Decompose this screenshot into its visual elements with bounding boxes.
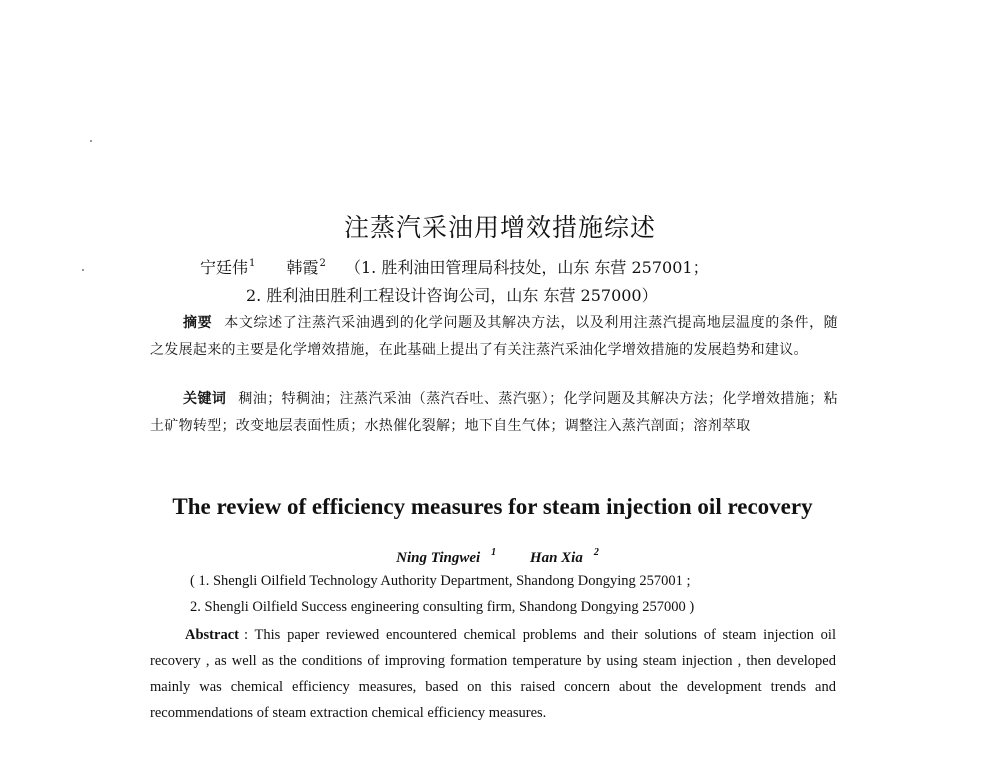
chinese-affiliation-1: （1. 胜利油田管理局科技处，山东 东营 257001；: [344, 258, 709, 277]
english-abstract-text: : This paper reviewed encountered chemical problems and their solutions of steam injection oil recovery , as well as the conditions of improving formation temperature by using steam injection , then developed mainly was chemical efficiency measures, based on this raised concern about the development trends and recommendations of steam extraction chemical efficiency measures.: [150, 627, 836, 721]
english-abstract-label: Abstract: [185, 627, 239, 643]
chinese-author-1: 宁廷伟$^1$: [200, 258, 256, 277]
chinese-author-2: 韩霞$^2$: [286, 258, 326, 277]
scan-speck: [90, 140, 92, 142]
english-title: The review of efficiency measures for steam injection oil recovery: [172, 494, 813, 519]
chinese-authors-line: [200, 255, 709, 278]
english-author-2: Han Xia $^2$: [529, 547, 599, 566]
english-author-1: Ning Tingwei $^1$: [396, 547, 497, 566]
english-affiliation-1: ( 1. Shengli Oilfield Technology Authority Department, Shandong Dongying 257001 ;: [190, 573, 691, 589]
scan-speck: [82, 269, 84, 271]
chinese-keywords: [150, 386, 838, 440]
chinese-abstract-label: 摘要: [183, 315, 213, 331]
chinese-abstract-text: 本文综述了注蒸汽采油遇到的化学问题及其解决方法，以及利用注蒸汽提高地层温度的条件，随之发展起来的主要是化学增效措施，在此基础上提出了有关注蒸汽采油化学增效措施的发展趋势和建议。: [150, 315, 838, 358]
chinese-title: 注蒸汽采油用增效措施综述: [343, 213, 656, 242]
english-abstract: [150, 622, 836, 726]
chinese-affiliation-2: 2. 胜利油田胜利工程设计咨询公司，山东 东营 257000）: [246, 286, 658, 305]
chinese-keywords-text: 稠油；特稠油；注蒸汽采油（蒸汽吞吐、蒸汽驱）；化学问题及其解决方法；化学增效措施；粘土矿物转型；改变地层表面性质；水热催化裂解；地下自生气体；调整注入蒸汽剖面；溶剂萃取: [150, 391, 838, 434]
chinese-abstract: [150, 310, 838, 364]
chinese-keywords-label: 关键词: [183, 391, 227, 407]
english-authors-line: [0, 547, 985, 567]
english-affiliation-2: 2. Shengli Oilfield Success engineering consulting firm, Shandong Dongying 257000 ): [190, 599, 695, 615]
